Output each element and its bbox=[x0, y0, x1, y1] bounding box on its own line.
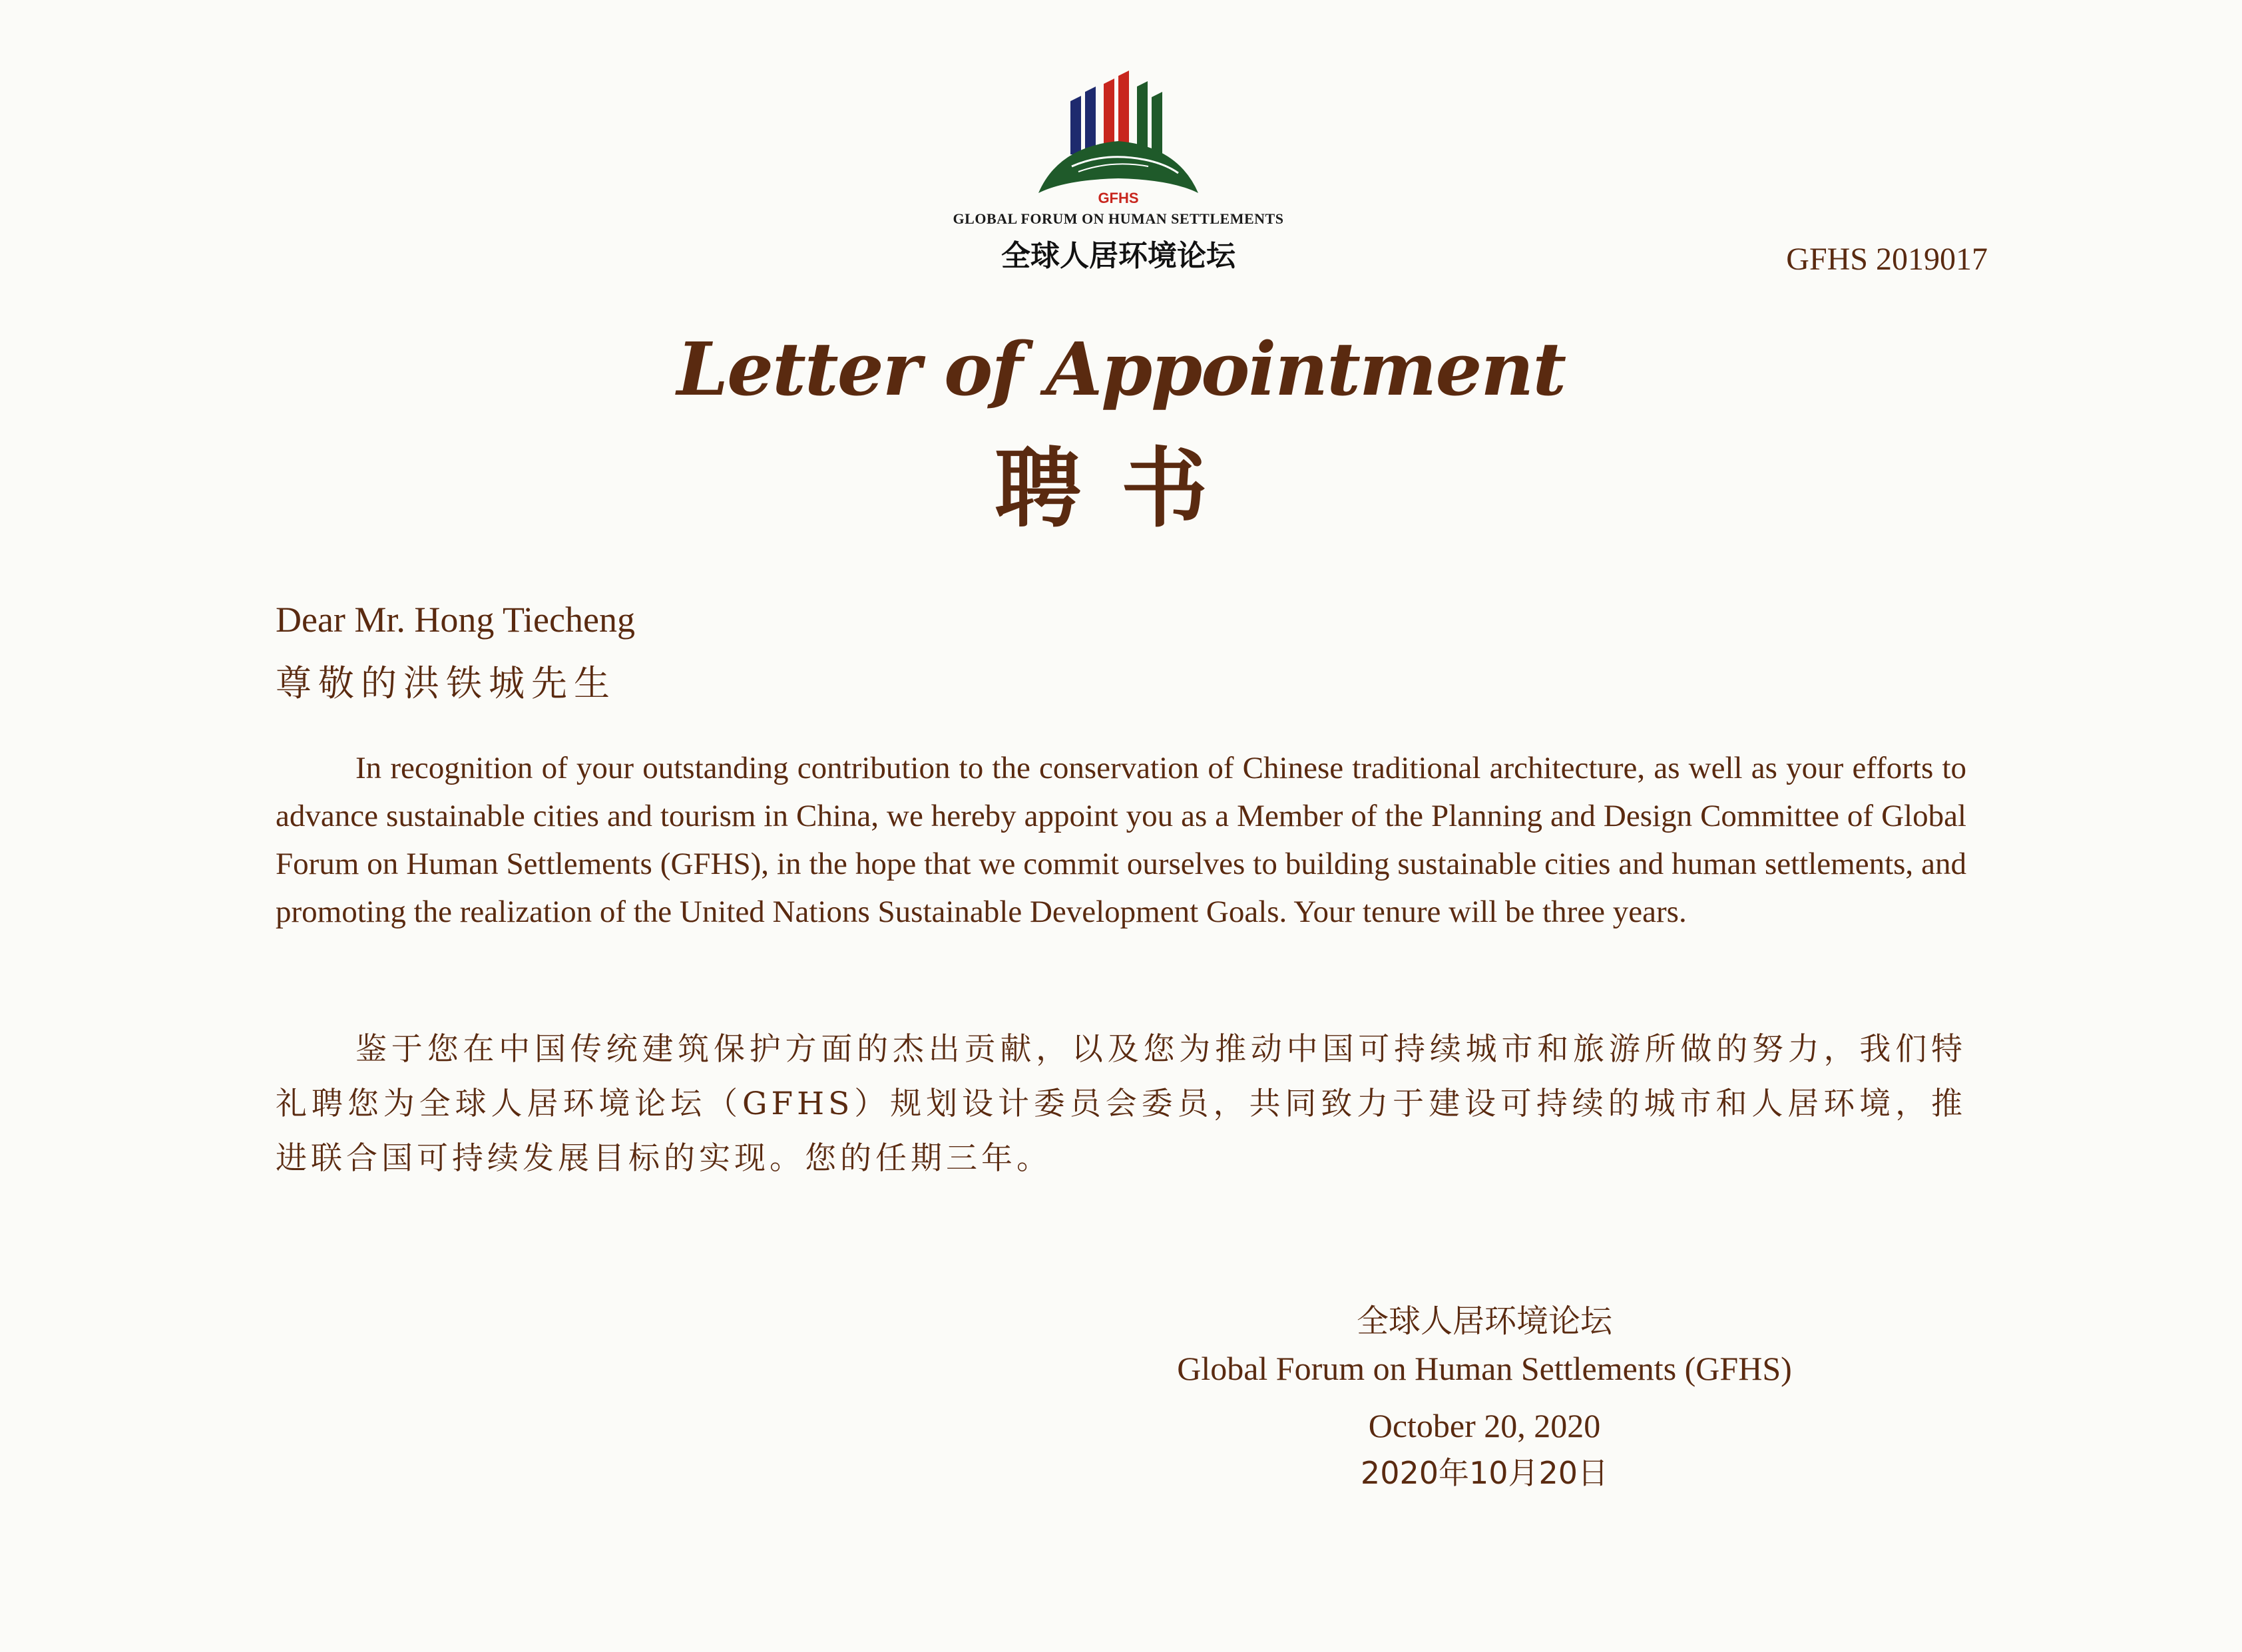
signature-block bbox=[1085, 1298, 1884, 1496]
signature-org-cn: 全球人居环境论坛 bbox=[1356, 1303, 1612, 1340]
signature-org-en: Global Forum on Human Settlements (GFHS) bbox=[1177, 1350, 1792, 1387]
logo-name-en: GLOBAL FORUM ON HUMAN SETTLEMENTS bbox=[953, 210, 1284, 227]
logo-name-cn: 全球人居环境论坛 bbox=[1001, 239, 1235, 273]
gfhs-logo bbox=[919, 67, 1318, 293]
title-en: Letter of Appointment bbox=[676, 326, 1566, 412]
body-paragraph-cn: 鉴于您在中国传统建筑保护方面的杰出贡献，以及您为推动中国可持续城市和旅游所做的努力，我们特礼聘您为全球人居环境论坛（GFHS）规划设计委员会委员，共同致力于建设可持续的城市和人居环境，推进联合国可持续发展目标的实现。您的任期三年。 bbox=[276, 1031, 1966, 1177]
salutation-en: Dear Mr. Hong Tiecheng bbox=[276, 600, 635, 640]
salutation-cn: 尊敬的洪铁城先生 bbox=[276, 662, 616, 704]
signature-date-en: October 20, 2020 bbox=[1368, 1407, 1601, 1444]
signature-date-cn: 2020年10月20日 bbox=[1360, 1455, 1609, 1491]
gfhs-emblem-icon bbox=[1032, 67, 1205, 206]
title-cn: 聘书 bbox=[994, 438, 1247, 539]
reference-number: GFHS 2019017 bbox=[1786, 242, 1988, 277]
logo-badge-text: GFHS bbox=[1098, 190, 1139, 206]
body-paragraph-en: In recognition of your outstanding contribution to the conservation of Chinese traditional architecture, as well as your efforts to advance sustainable cities and tourism in China, we hereby appoint you as a Member of the Planning and Design Committee of Global Forum on Human Settlements (GFHS), in the hope that we commit ourselves to building sustainable cities and human settlements, and promoting the realization of the United Nations Sustainable Development Goals. Your tenure will be three years. bbox=[276, 751, 1966, 929]
